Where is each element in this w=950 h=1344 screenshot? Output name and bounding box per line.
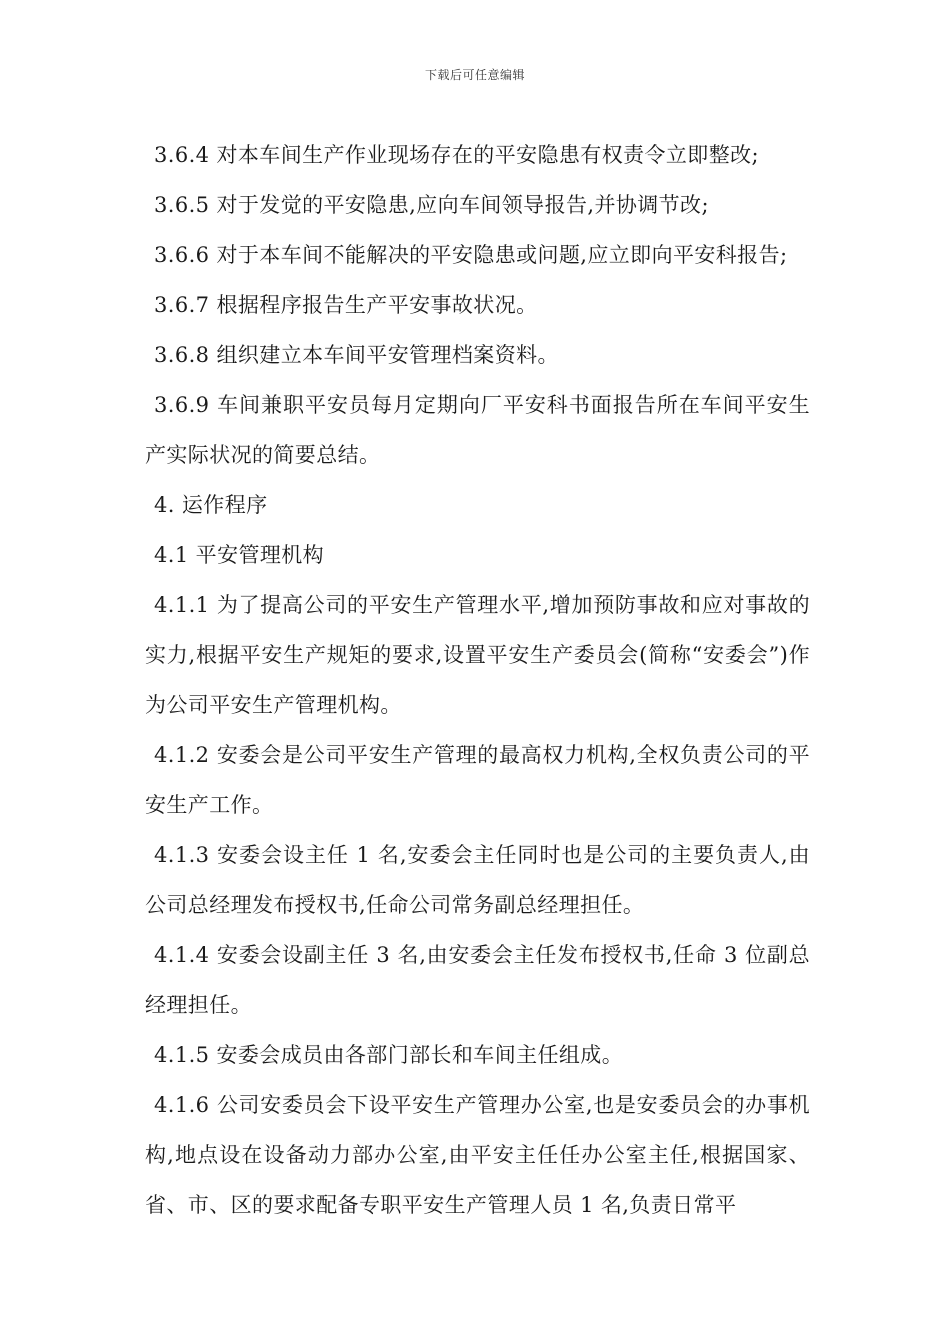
paragraph-4-1-4: 4.1.4 安委会设副主任 3 名,由安委会主任发布授权书,任命 3 位副总经理担任。 bbox=[145, 943, 810, 1017]
section-heading-4-1: 4.1 平安管理机构 bbox=[154, 543, 325, 567]
paragraph-3-6-4: 3.6.4 对本车间生产作业现场存在的平安隐患有权责令立即整改; bbox=[154, 143, 759, 167]
paragraph-4-1-1: 4.1.1 为了提高公司的平安生产管理水平,增加预防事故和应对事故的实力,根据平安生产规矩的要求,设置平安生产委员会(简称“安委会”)作为公司平安生产管理机构。 bbox=[145, 593, 810, 717]
paragraph-3-6-5: 3.6.5 对于发觉的平安隐患,应向车间领导报告,并协调节改; bbox=[154, 193, 709, 217]
paragraph-4-1-6: 4.1.6 公司安委员会下设平安生产管理办公室,也是安委员会的办事机构,地点设在设备动力部办公室,由平安主任任办公室主任,根据国家、省、市、区的要求配备专职平安生产管理人员 1 名,负责日常平 bbox=[145, 1093, 810, 1217]
document-body bbox=[145, 130, 810, 1230]
section-heading-4: 4. 运作程序 bbox=[154, 493, 268, 517]
paragraph-4-1-5: 4.1.5 安委会成员由各部门部长和车间主任组成。 bbox=[154, 1043, 624, 1067]
paragraph-3-6-6: 3.6.6 对于本车间不能解决的平安隐患或问题,应立即向平安科报告; bbox=[154, 243, 788, 267]
paragraph-4-1-3: 4.1.3 安委会设主任 1 名,安委会主任同时也是公司的主要负责人,由公司总经理发布授权书,任命公司常务副总经理担任。 bbox=[145, 843, 810, 917]
page-header: 下载后可任意编辑 bbox=[424, 68, 525, 82]
paragraph-3-6-7: 3.6.7 根据程序报告生产平安事故状况。 bbox=[154, 293, 538, 317]
paragraph-3-6-8: 3.6.8 组织建立本车间平安管理档案资料。 bbox=[154, 343, 559, 367]
paragraph-4-1-2: 4.1.2 安委会是公司平安生产管理的最高权力机构,全权负责公司的平安生产工作。 bbox=[145, 743, 810, 817]
paragraph-3-6-9: 3.6.9 车间兼职平安员每月定期向厂平安科书面报告所在车间平安生产实际状况的简要总结。 bbox=[145, 393, 810, 467]
